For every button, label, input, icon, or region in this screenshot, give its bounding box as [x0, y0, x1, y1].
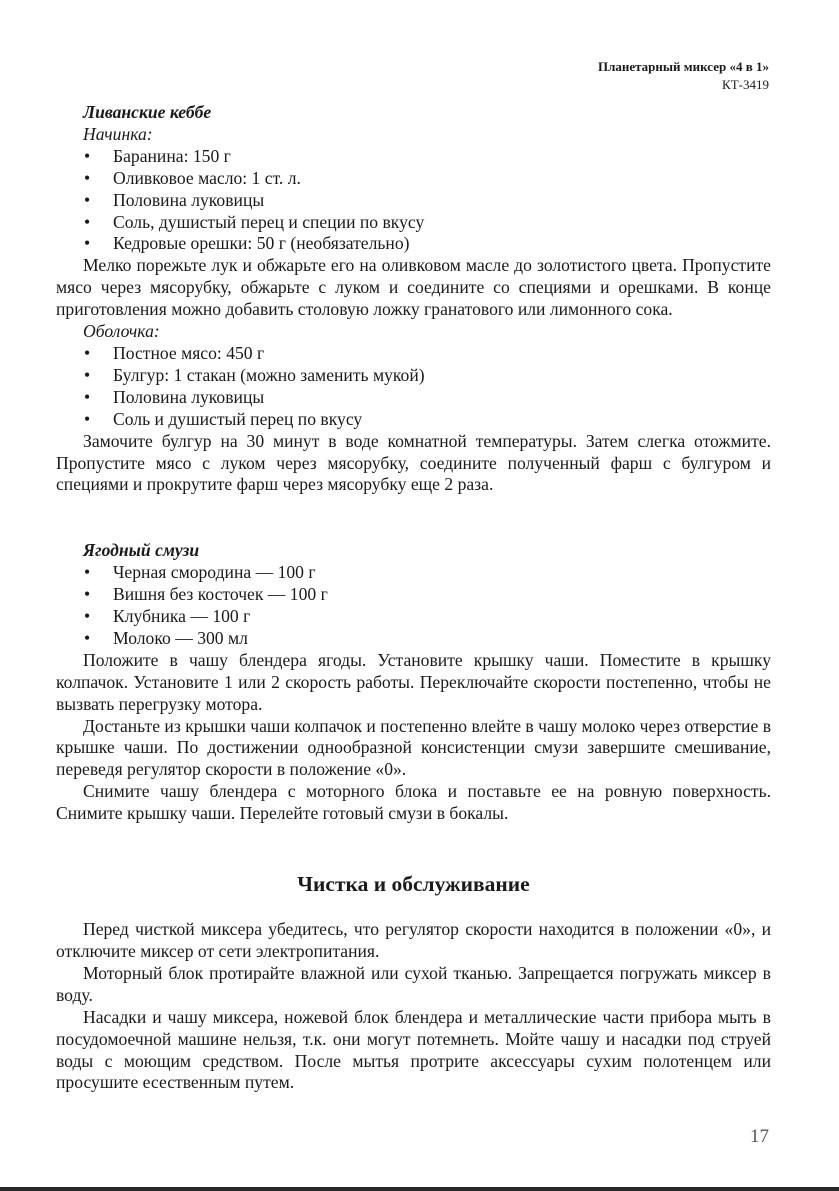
filling-ingredient-list	[56, 146, 771, 256]
list-item: • Соль, душистый перец и специи по вкусу	[84, 211, 425, 232]
bullet-icon: •	[84, 167, 91, 188]
cleaning-paragraph: Моторный блок протирайте влажной или сухой тканью. Запрещается погружать миксер в воду.	[56, 962, 771, 1005]
smoothie-paragraph: Снимите чашу блендера с моторного блока и поставьте ее на ровную поверхность. Снимите крышку чаши. Перелейте готовый смузи в бокалы.	[56, 781, 771, 824]
bullet-icon: •	[84, 606, 91, 627]
list-item: • Половина луковицы	[84, 189, 265, 210]
model-code: КТ-3419	[722, 77, 769, 92]
bullet-icon: •	[84, 233, 91, 254]
list-item: • Клубника — 100 г	[84, 606, 251, 627]
bullet-icon: •	[84, 408, 91, 429]
shell-label: Оболочка:	[83, 321, 160, 342]
bullet-icon: •	[84, 342, 91, 363]
product-name: Планетарный миксер «4 в 1»	[597, 59, 769, 74]
smoothie-paragraph: Положите в чашу блендера ягоды. Установите крышку чаши. Поместите в крышку колпачок. Установите 1 или 2 скорость работы. Переключайте скорости постепенно, чтобы не вызвать перегрузку мотора.	[56, 649, 771, 714]
list-item: • Постное мясо: 450 г	[84, 342, 265, 363]
list-item: • Черная смородина — 100 г	[84, 562, 316, 583]
list-item: • Молоко — 300 мл	[84, 627, 248, 648]
smoothie-paragraph: Достаньте из крышки чаши колпачок и постепенно влейте в чашу молоко через отверстие в крышке чаши. По достижении однообразной консистенции смузи завершите смешивание, переведя регулятор скорости в положение «0».	[56, 715, 771, 780]
page-content	[56, 102, 771, 1094]
bullet-icon: •	[84, 211, 91, 232]
bullet-icon: •	[84, 562, 91, 583]
bullet-icon: •	[84, 364, 91, 385]
recipe-title: Ягодный смузи	[83, 540, 200, 561]
shell-instructions: Замочите булгур на 30 минут в воде комнатной температуры. Затем слегка отожмите. Пропустите мясо с луком через мясорубку, соедините полученный фарш с булгуром и специями и прокрутите фарш через мясорубку еще 2 раза.	[56, 430, 771, 495]
section-title: Чистка и обслуживание	[297, 872, 530, 897]
recipe-title: Ливанские кеббе	[83, 102, 212, 122]
list-item: • Кедровые орешки: 50 г (необязательно)	[84, 233, 410, 254]
page-number: 17	[750, 1126, 769, 1147]
list-item: • Баранина: 150 г	[84, 145, 231, 166]
bullet-icon: •	[84, 386, 91, 407]
list-item: • Булгур: 1 стакан (можно заменить мукой)	[84, 364, 425, 385]
cleaning-paragraph: Перед чисткой миксера убедитесь, что регулятор скорости находится в положении «0», и отключите миксер от сети электропитания.	[56, 919, 771, 961]
filling-instructions: Мелко порежьте лук и обжарьте его на оливковом масле до золотистого цвета. Пропустите мясо через мясорубку, обжарьте с луком и соедините со специями и орешками. В конце приготовления можно добавить столовую ложку гранатового или лимонного сока.	[56, 255, 771, 320]
cleaning-paragraph: Насадки и чашу миксера, ножевой блок блендера и металлические части прибора мыть в посудомоечной машине нельзя, т.к. они могут потемнеть. Мойте чашу и насадки под струей воды с моющим средством. После мытья протрите аксессуары сухим полотенцем или просушите есественным путем.	[56, 1006, 771, 1093]
page-header	[598, 58, 769, 94]
bullet-icon: •	[84, 584, 91, 605]
filling-label: Начинка:	[83, 123, 153, 144]
bottom-rule	[0, 1187, 839, 1191]
list-item: • Половина луковицы	[84, 386, 265, 407]
shell-ingredient-list	[56, 343, 771, 431]
list-item: • Соль и душистый перец по вкусу	[84, 408, 363, 429]
bullet-icon: •	[84, 627, 91, 648]
smoothie-ingredient-list	[56, 562, 771, 650]
bullet-icon: •	[84, 145, 91, 166]
list-item: • Оливковое масло: 1 ст. л.	[84, 167, 301, 188]
list-item: • Вишня без косточек — 100 г	[84, 584, 328, 605]
bullet-icon: •	[84, 189, 91, 210]
